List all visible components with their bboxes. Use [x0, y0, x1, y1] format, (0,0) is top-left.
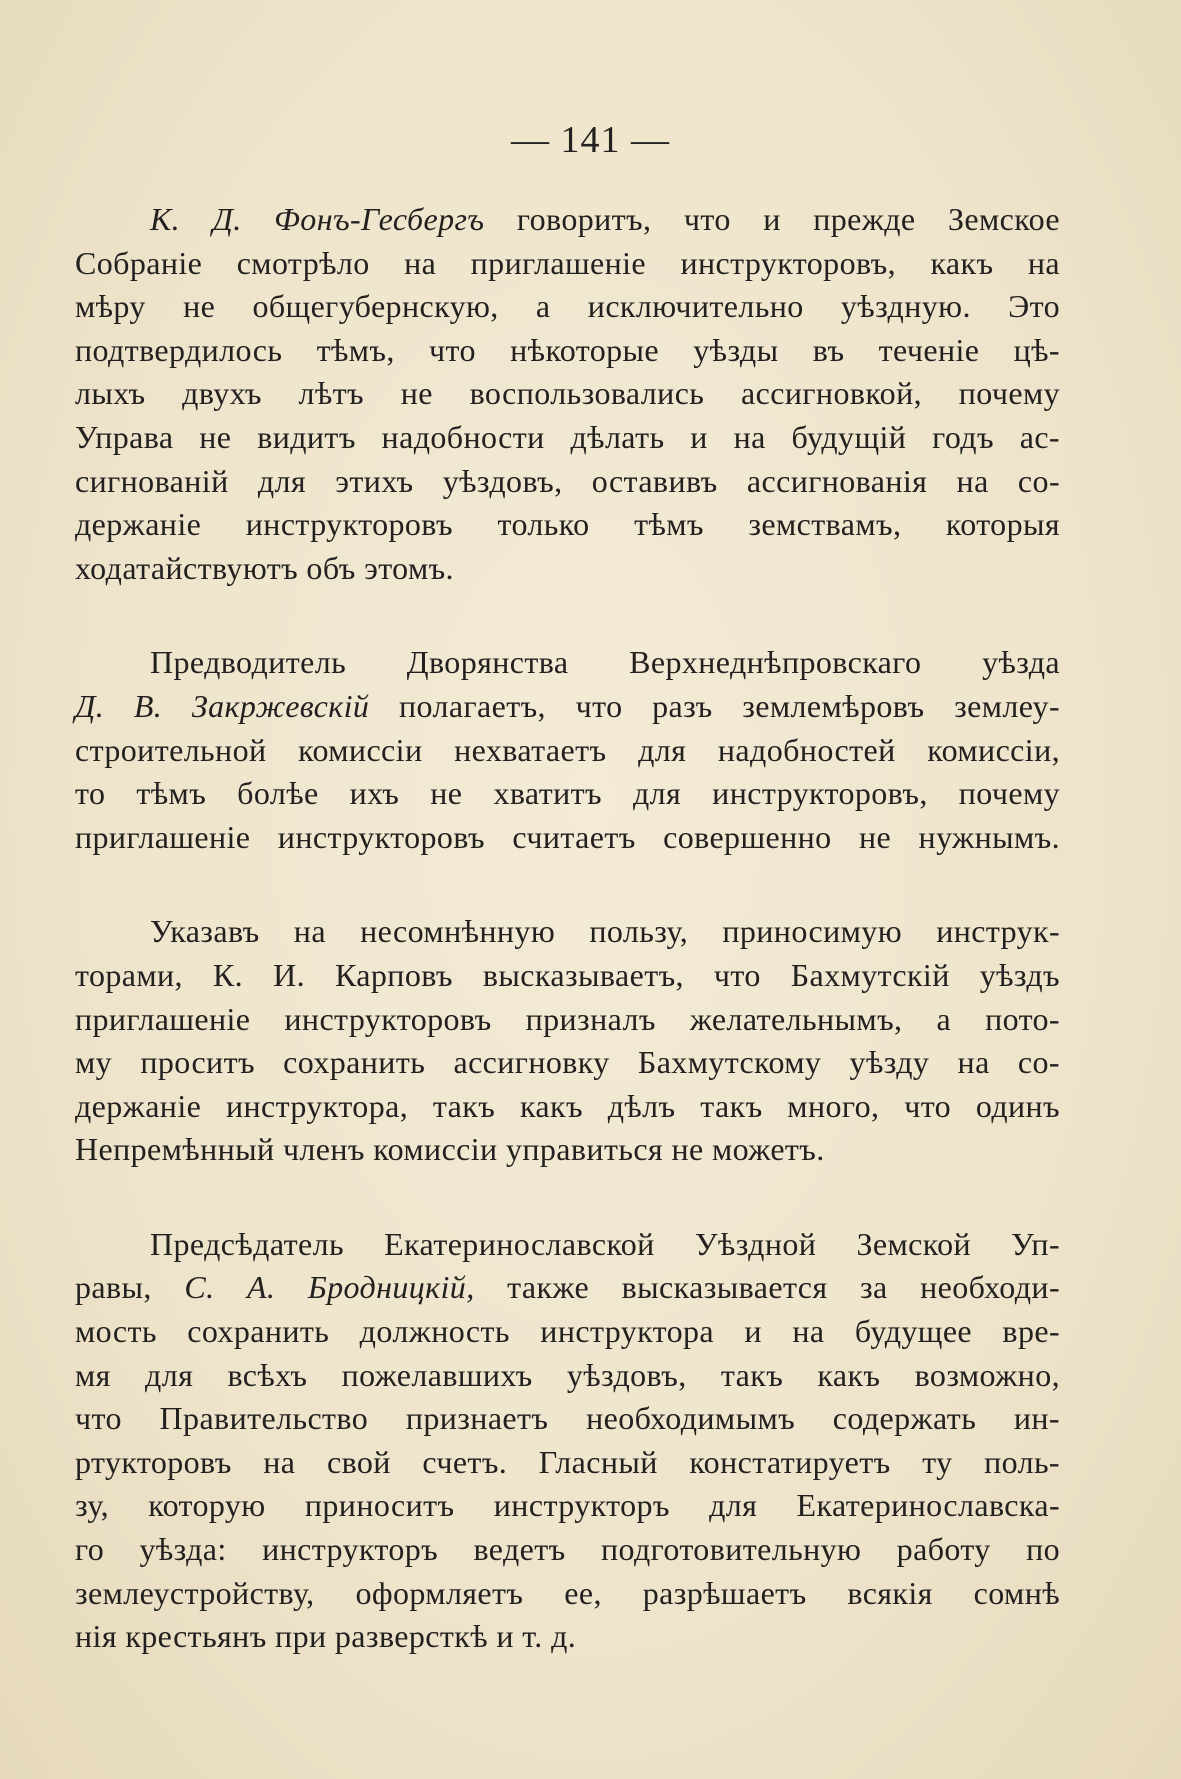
text-line: Указавъ на несомнѣнную пользу, приносимую инструк-	[150, 913, 1060, 950]
text-line: сигнованій для этихъ уѣздовъ, оставивъ ассигнованія на со-	[75, 462, 1060, 499]
paragraph-4	[75, 1223, 1060, 1659]
speaker-name: К. Д. Фонъ-Гесбергъ	[150, 201, 485, 237]
text-line: зу, которую приноситъ инструкторъ для Екатеринославска-	[75, 1487, 1060, 1524]
text-line: держаніе инструктора, такъ какъ дѣлъ такъ много, что одинъ	[75, 1087, 1060, 1124]
text-line: что Правительство признаетъ необходимымъ содержать ин-	[75, 1400, 1060, 1437]
text-line: мя для всѣхъ пожелавшихъ уѣздовъ, такъ какъ возможно,	[75, 1356, 1060, 1393]
speaker-name: Д. В. Закржевскій	[75, 687, 370, 724]
page-number: — 141 —	[511, 119, 670, 161]
text-line: Собраніе смотрѣло на приглашеніе инструкторовъ, какъ на	[75, 244, 1060, 281]
text-line: Непремѣнный членъ комиссіи управиться не можетъ.	[75, 1131, 825, 1168]
text-line: приглашеніе инструкторовъ призналъ желательнымъ, а пото-	[75, 1000, 1060, 1037]
text-line: лыхъ двухъ лѣтъ не воспользовались ассигновкой, почему	[75, 375, 1060, 412]
text-line: Управа не видитъ надобности дѣлать и на будущій годъ ас-	[75, 418, 1060, 455]
speaker-name: С. А. Бродницкій,	[184, 1269, 475, 1306]
text-line: приглашеніе инструкторовъ считаетъ совершенно не нужнымъ.	[75, 818, 1060, 855]
text-line: нія крестьянъ при разверсткѣ и т. д.	[75, 1618, 577, 1655]
text-line: му проситъ сохранить ассигновку Бахмутскому уѣзду на со-	[75, 1044, 1060, 1081]
text-line: го уѣзда: инструкторъ ведетъ подготовительную работу по	[75, 1531, 1060, 1568]
text-line: мость сохранить должность инструктора и на будущее вре-	[75, 1313, 1060, 1350]
text-line: торами, К. И. Карповъ высказываетъ, что Бахмутскій уѣздъ	[75, 956, 1060, 993]
text-line: ходатайствуютъ объ этомъ.	[75, 549, 454, 586]
text-line: Предсѣдатель Екатеринославской Уѣздной Земской Уп-	[150, 1225, 1060, 1262]
text-line: держаніе инструкторовъ только тѣмъ земствамъ, которыя	[75, 506, 1060, 543]
text-line: Д. В. Закржевскій полагаетъ, что разъ землемѣровъ землеу-	[75, 687, 1060, 724]
text-line: строительной комиссіи нехватаетъ для надобностей комиссіи,	[75, 731, 1060, 768]
body-text	[75, 198, 1060, 1659]
paragraph-1	[75, 198, 1060, 590]
text-line: ртукторовъ на свой счетъ. Гласный констатируетъ ту поль-	[75, 1443, 1060, 1480]
text-line: землеустройству, оформляетъ ее, разрѣшаетъ всякія сомнѣ	[75, 1574, 1060, 1611]
paragraph-3	[75, 910, 1060, 1172]
text-line: то тѣмъ болѣе ихъ не хватитъ для инструкторовъ, почему	[75, 775, 1060, 812]
text-line: Предводитель Дворянства Верхнеднѣпровскаго уѣзда	[150, 644, 1060, 681]
text-line: К. Д. Фонъ-Гесбергъ говоритъ, что и прежде Земское	[150, 201, 1060, 237]
text-line: равы, С. А. Бродницкій, также высказывается за необходи-	[75, 1269, 1061, 1306]
text-line: подтвердилось тѣмъ, что нѣкоторые уѣзды въ теченіе цѣ-	[75, 331, 1060, 368]
text-line: мѣру не общегубернскую, а исключительно уѣздную. Это	[75, 288, 1060, 325]
paragraph-2	[75, 641, 1060, 859]
